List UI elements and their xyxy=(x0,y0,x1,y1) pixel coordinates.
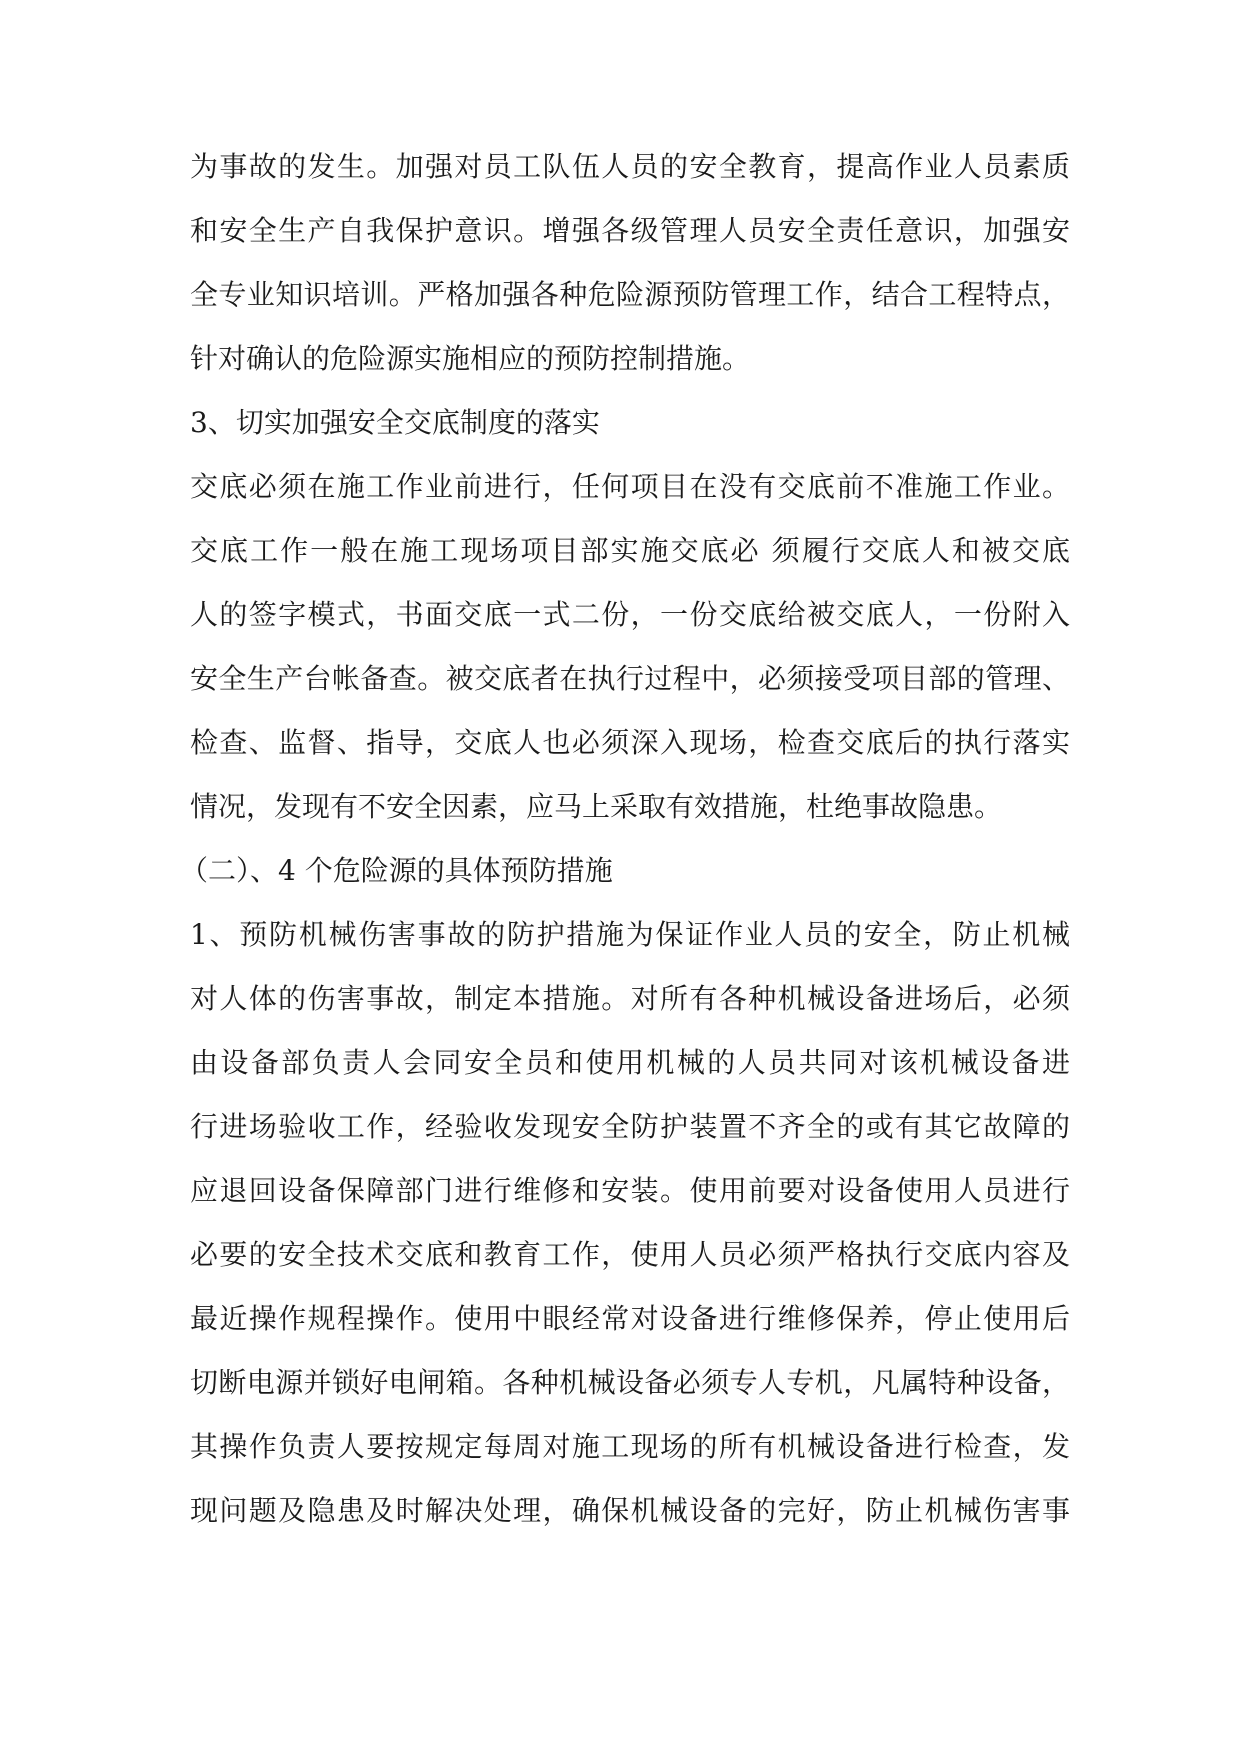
body-text-line: 检查、监督、指导，交底人也必须深入现场，检查交底后的执行落实 xyxy=(190,726,1070,759)
body-text-line: 交底工作一般在施工现场项目部实施交底必 须履行交底人和被交底 xyxy=(190,534,1070,567)
section-heading: 3、切实加强安全交底制度的落实 xyxy=(190,406,600,439)
body-text-line: 最近操作规程操作。使用中眼经常对设备进行维修保养，停止使用后 xyxy=(190,1302,1070,1335)
body-text-line: 其操作负责人要按规定每周对施工现场的所有机械设备进行检查，发 xyxy=(190,1430,1070,1463)
body-text-line: 切断电源并锁好电闸箱。各种机械设备必须专人专机，凡属特种设备， xyxy=(190,1366,1070,1399)
body-text-line: 全专业知识培训。严格加强各种危险源预防管理工作，结合工程特点， xyxy=(190,278,1070,311)
body-text-line: 应退回设备保障部门进行维修和安装。使用前要对设备使用人员进行 xyxy=(190,1174,1070,1207)
section-heading: （二）、4 个危险源的具体预防措施 xyxy=(180,854,613,887)
body-text-line: 现问题及隐患及时解决处理，确保机械设备的完好，防止机械伤害事 xyxy=(190,1494,1070,1527)
body-text-line: 交底必须在施工作业前进行，任何项目在没有交底前不准施工作业。 xyxy=(190,470,1070,503)
body-text-line: 针对确认的危险源实施相应的预防控制措施。 xyxy=(190,342,751,375)
body-text-line: 对人体的伤害事故，制定本措施。对所有各种机械设备进场后，必须 xyxy=(190,982,1070,1015)
body-text-line: 和安全生产自我保护意识。增强各级管理人员安全责任意识，加强安 xyxy=(190,214,1070,247)
body-text-line: 由设备部负责人会同安全员和使用机械的人员共同对该机械设备进 xyxy=(190,1046,1070,1079)
body-text-line: 1、预防机械伤害事故的防护措施为保证作业人员的安全，防止机械 xyxy=(190,918,1070,951)
body-text-line: 必要的安全技术交底和教育工作，使用人员必须严格执行交底内容及 xyxy=(190,1238,1070,1271)
body-text-line: 人的签字模式，书面交底一式二份，一份交底给被交底人，一份附入 xyxy=(190,598,1070,631)
body-text-line: 行进场验收工作，经验收发现安全防护装置不齐全的或有其它故障的 xyxy=(190,1110,1070,1143)
body-text-line: 安全生产台帐备查。被交底者在执行过程中，必须接受项目部的管理、 xyxy=(190,662,1070,695)
body-text-line: 为事故的发生。加强对员工队伍人员的安全教育，提高作业人员素质 xyxy=(190,150,1070,183)
body-text-line: 情况，发现有不安全因素，应马上采取有效措施，杜绝事故隐患。 xyxy=(190,790,1003,823)
